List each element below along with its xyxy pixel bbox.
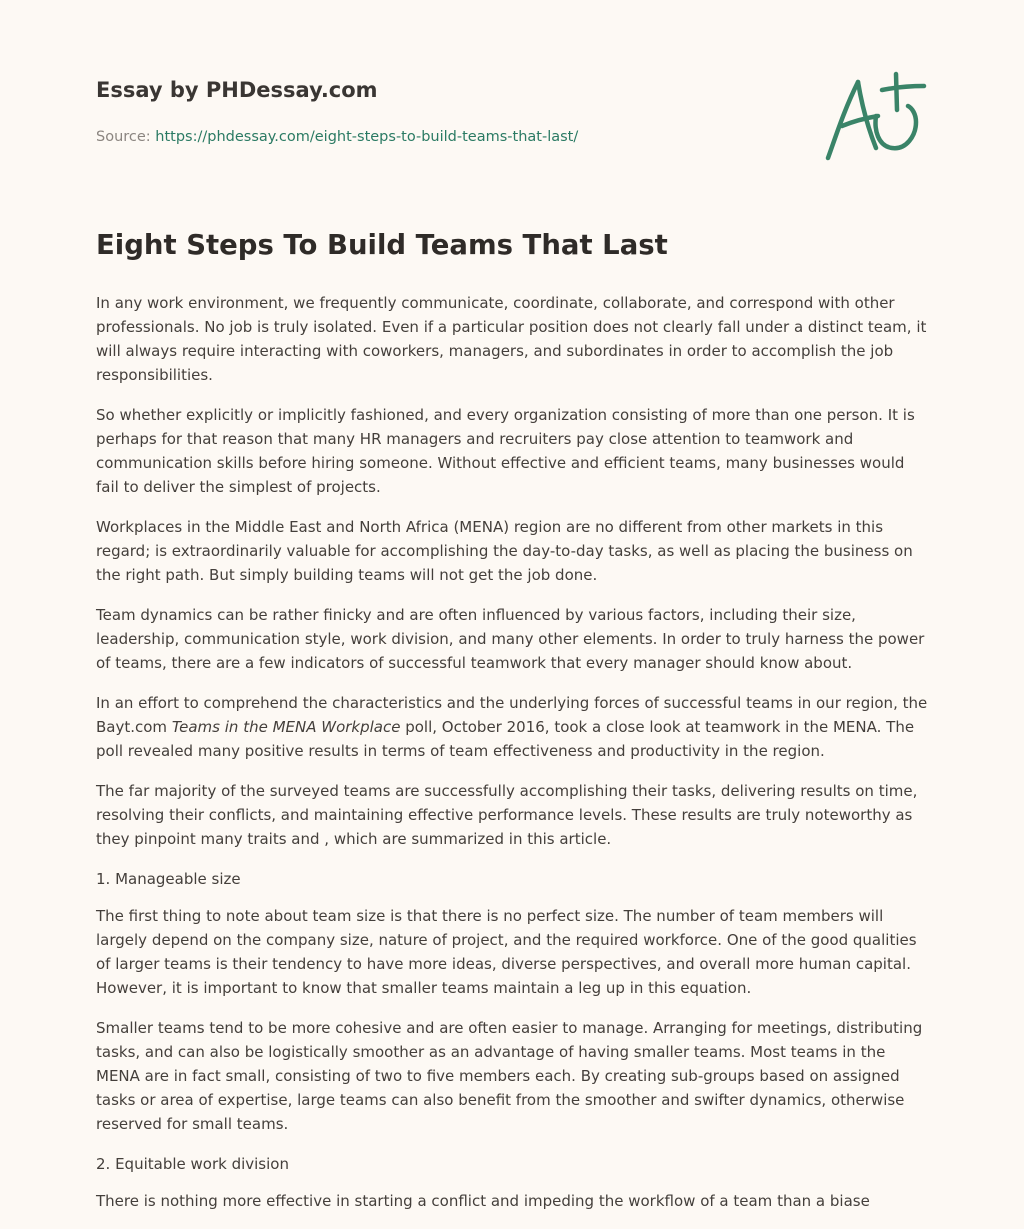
poll-title: Teams in the MENA Workplace — [171, 718, 401, 736]
paragraph: So whether explicitly or implicitly fashioned, and every organization consisting of more than one person. It is perhaps for that reason that many HR managers and recruiters pay close attention to teamwork and communication skills before hiring someone. Without effective and efficient teams, many businesses would fail to deliver the simplest of projects. — [96, 406, 915, 496]
paragraph: Workplaces in the Middle East and North Africa (MENA) region are no different from other markets in this regard; is extraordinarily valuable for accomplishing the day-to-day tasks, as well as placing the business on the right path. But simply building teams will not get the job done. — [96, 518, 913, 584]
page-header — [96, 75, 796, 147]
site-title: Essay by PHDessay.com — [96, 78, 378, 102]
paragraph: Smaller teams tend to be more cohesive and are often easier to manage. Arranging for meetings, distributing tasks, and can also be logistically smoother as an advantage of having smaller teams. Most teams in the MENA are in fact small, consisting of two to five members each. By creating sub-groups based on assigned tasks or area of expertise, large teams can also benefit from the smoother and swifter dynamics, otherwise reserved for small teams. — [96, 1019, 923, 1133]
paragraph-text: poll, October 2016, took a close look at teamwork in the MENA. The poll revealed many positive results in terms of team effectiveness and productivity in the region. — [96, 718, 915, 760]
section-heading: 2. Equitable work division — [96, 1155, 289, 1173]
article — [96, 226, 928, 1229]
source-line — [96, 127, 796, 147]
a-plus-logo-icon — [820, 66, 930, 166]
paragraph: In any work environment, we frequently communicate, coordinate, collaborate, and correspond with other professionals. No job is truly isolated. Even if a particular position does not clearly fall under a distinct team, it will always require interacting with coworkers, managers, and subordinates in order to accomplish the job responsibilities. — [96, 294, 927, 384]
source-link[interactable]: https://phdessay.com/eight-steps-to-build-teams-that-last/ — [155, 129, 579, 145]
paragraph-text: In an effort to comprehend the characteristics and the underlying forces of successful teams in our region, the Bayt.com — [96, 694, 928, 736]
paragraph: The far majority of the surveyed teams are successfully accomplishing their tasks, delivering results on time, resolving their conflicts, and maintaining effective performance levels. These results are truly noteworthy as they pinpoint many traits and , which are summarized in this article. — [96, 782, 918, 848]
paragraph — [96, 691, 928, 763]
article-title: Eight Steps To Build Teams That Last — [96, 229, 668, 261]
section-heading: 1. Manageable size — [96, 870, 241, 888]
paragraph: There is nothing more effective in starting a conflict and impeding the workflow of a team than a biase — [96, 1192, 870, 1210]
paragraph: The first thing to note about team size is that there is no perfect size. The number of team members will largely depend on the company size, nature of project, and the required workforce. One of the good qualities of larger teams is their tendency to have more ideas, diverse perspectives, and overall more human capital. However, it is important to know that smaller teams maintain a leg up in this equation. — [96, 907, 917, 997]
source-label: Source: — [96, 129, 151, 145]
paragraph: Team dynamics can be rather finicky and are often influenced by various factors, including their size, leadership, communication style, work division, and many other elements. In order to truly harness the power of teams, there are a few indicators of successful teamwork that every manager should know about. — [96, 606, 925, 672]
